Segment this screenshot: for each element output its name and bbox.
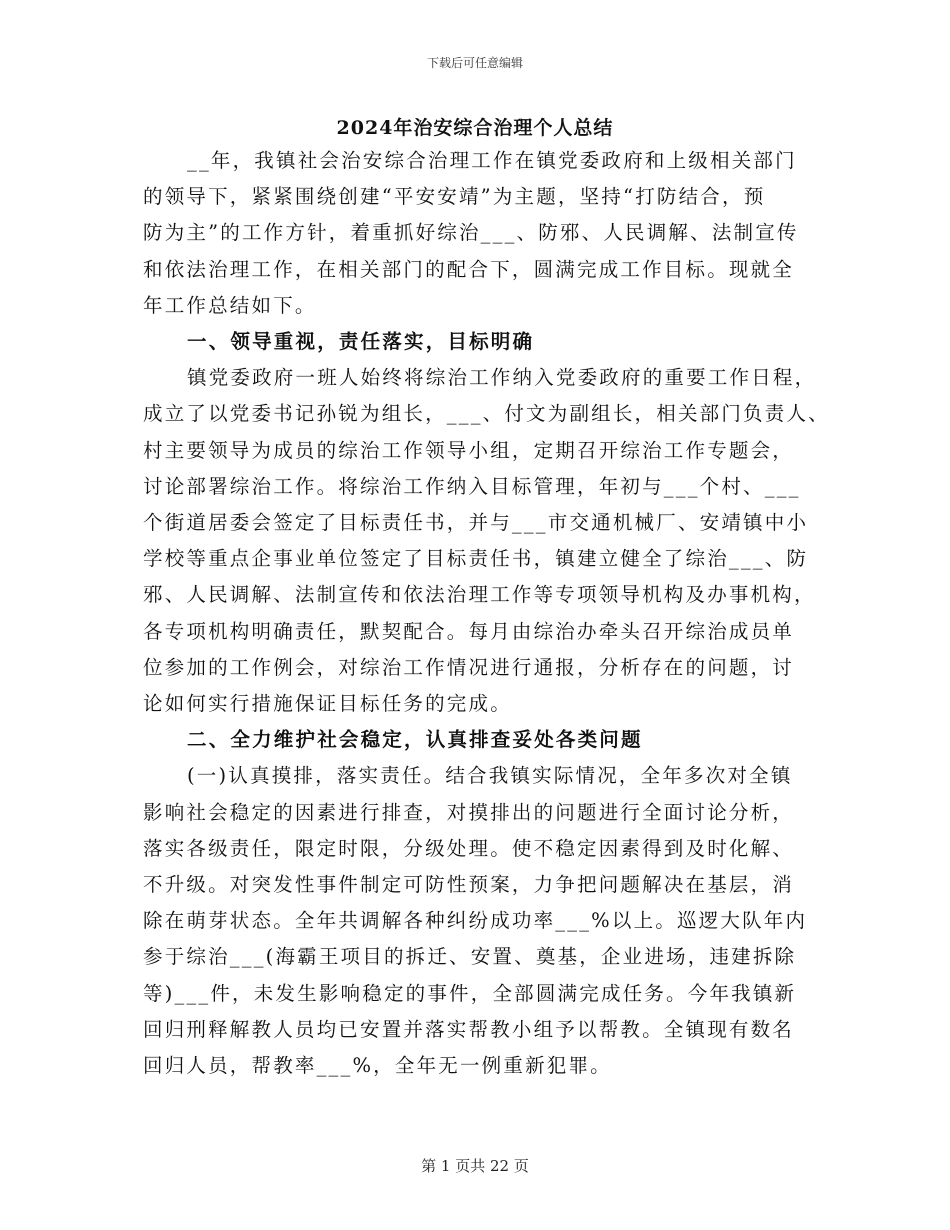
header-note: 下载后可任意编辑 — [426, 56, 523, 70]
paragraph-line: 邪、人民调解、法制宣传和依法治理工作等专项领导机构及办事机构， — [143, 583, 816, 607]
paragraph-line: 不升级。对突发性事件制定可防性预案，力争把问题解决在基层，消 — [143, 873, 795, 897]
paragraph-line: 讨论部署综治工作。将综治工作纳入目标管理，年初与___个村、___ — [143, 474, 801, 498]
paragraph-line: 各专项机构明确责任，默契配合。每月由综治办牵头召开综治成员单 — [143, 619, 795, 643]
section-heading: 一、领导重视，责任落实，目标明确 — [187, 330, 535, 354]
paragraph-line: 个街道居委会签定了目标责任书，并与___市交通机械厂、安靖镇中小 — [143, 511, 809, 535]
paragraph-line: (一)认真摸排，落实责任。结合我镇实际情况，全年多次对全镇 — [187, 764, 793, 788]
paragraph-line: __年，我镇社会治安综合治理工作在镇党委政府和上级相关部门 — [187, 149, 797, 172]
paragraph-line: 等)___件，未发生影响稳定的事件，全部圆满完成任务。今年我镇新 — [143, 981, 797, 1005]
section-heading: 二、全力维护社会稳定，认真排查妥处各类问题 — [187, 728, 643, 752]
paragraph-line: 镇党委政府一班人始终将综治工作纳入党委政府的重要工作日程， — [187, 366, 817, 390]
document-body — [143, 143, 830, 1084]
paragraph-line: 影响社会稳定的因素进行排查，对摸排出的问题进行全面讨论分析， — [143, 800, 795, 824]
paragraph-line: 学校等重点企事业单位签定了目标责任书，镇建立健全了综治___、防 — [143, 547, 809, 571]
paragraph-line: 位参加的工作例会，对综治工作情况进行通报，分析存在的问题，讨 — [143, 655, 795, 679]
paragraph-line: 论如何实行措施保证目标任务的完成。 — [143, 692, 512, 716]
paragraph-line: 回归刑释解教人员均已安置并落实帮教小组予以帮教。全镇现有数名 — [143, 1017, 795, 1041]
paragraph-line: 参于综治___(海霸王项目的拆迁、安置、奠基，企业进场，违建拆除 — [143, 945, 797, 969]
paragraph-line: 落实各级责任，限定时限，分级处理。使不稳定因素得到及时化解、 — [143, 836, 795, 860]
paragraph-line: 的领导下，紧紧围绕创建“平安安靖”为主题，坚持“打防结合，预 — [143, 185, 766, 209]
paragraph-line: 回归人员，帮教率___%，全年无一例重新犯罪。 — [143, 1054, 612, 1078]
paragraph-line: 防为主”的工作方针，着重抓好综治___、防邪、人民调解、法制宣传 — [143, 221, 799, 245]
paragraph-line: 和依法治理工作，在相关部门的配合下，圆满完成工作目标。现就全 — [143, 257, 795, 281]
paragraph-line: 成立了以党委书记孙锐为组长，___、付文为副组长，相关部门负责人、 — [143, 402, 830, 426]
paragraph-line: 村主要领导为成员的综治工作领导小组，定期召开综治工作专题会， — [143, 438, 795, 462]
paragraph-line: 年工作总结如下。 — [143, 293, 317, 317]
paragraph-line: 除在萌芽状态。全年共调解各种纠纷成功率___%以上。巡逻大队年内 — [143, 909, 808, 933]
page-number-footer: 第 1 页共 22 页 — [421, 1157, 529, 1175]
document-title: 2024年治安综合治理个人总结 — [336, 117, 614, 139]
